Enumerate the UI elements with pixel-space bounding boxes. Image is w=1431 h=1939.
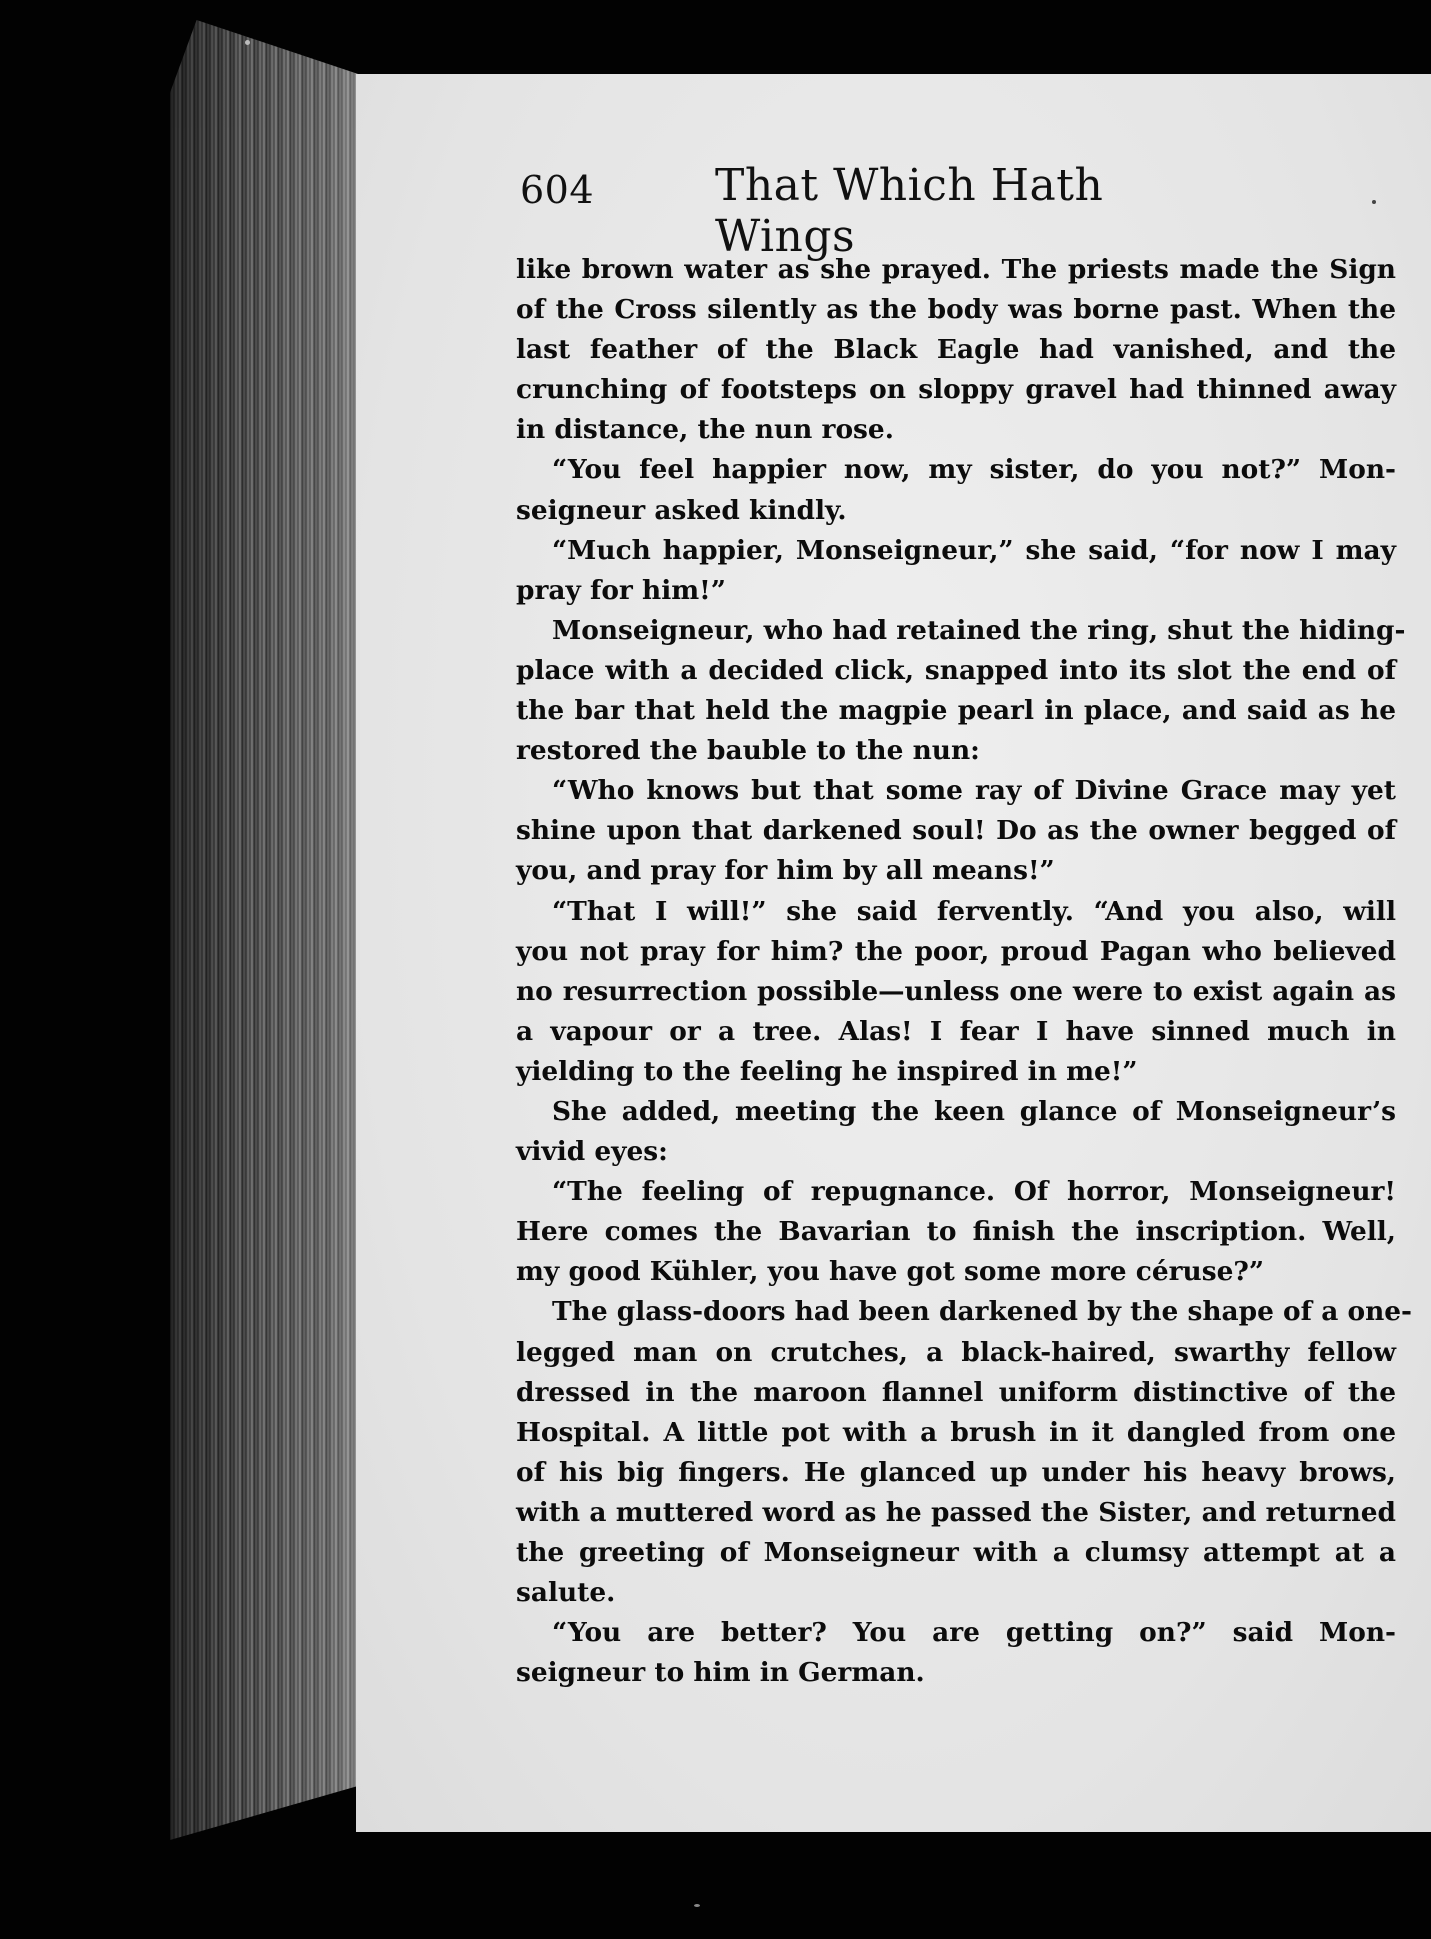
text-line: seigneur to him in German. bbox=[516, 1657, 925, 1689]
text-line: “Who knows but that some ray of Divine Grace may yet bbox=[552, 775, 1396, 807]
text-line: you, and pray for him by all means!” bbox=[516, 855, 1055, 887]
text-line: of his big fingers. He glanced up under his heavy brows, bbox=[516, 1456, 1396, 1488]
text-line: of the Cross silently as the body was borne past. When the bbox=[516, 294, 1396, 326]
text-line: place with a decided click, snapped into its slot the end of bbox=[516, 654, 1396, 686]
text-line: seigneur asked kindly. bbox=[516, 494, 847, 526]
scan-speck bbox=[1372, 200, 1376, 204]
running-head bbox=[520, 160, 1240, 262]
text-line: yielding to the feeling he inspired in me!” bbox=[516, 1055, 1138, 1087]
text-line: no resurrection possible—unless one were to exist again as bbox=[516, 975, 1396, 1007]
text-line: crunching of footsteps on sloppy gravel had thinned away bbox=[516, 374, 1396, 406]
text-line: restored the bauble to the nun: bbox=[516, 735, 980, 767]
text-line: Here comes the Bavarian to finish the inscription. Well, bbox=[516, 1216, 1396, 1248]
body-text bbox=[516, 250, 1413, 1693]
text-line: in distance, the nun rose. bbox=[516, 414, 894, 446]
scan-speck bbox=[245, 40, 250, 45]
text-line: dressed in the maroon flannel uniform distinctive of the bbox=[516, 1376, 1396, 1408]
page-number: 604 bbox=[520, 168, 595, 212]
text-line: the greeting of Monseigneur with a clumsy attempt at a bbox=[516, 1537, 1396, 1568]
text-line: vivid eyes: bbox=[516, 1136, 668, 1168]
text-line: last feather of the Black Eagle had vanished, and the bbox=[516, 334, 1396, 366]
text-line: She added, meeting the keen glance of Monseigneur’s bbox=[552, 1095, 1396, 1127]
text-line: like brown water as she prayed. The priests made the Sign bbox=[516, 254, 1396, 285]
text-line: Monseigneur, who had retained the ring, shut the hiding- bbox=[552, 614, 1406, 646]
text-line: “That I will!” she said fervently. “And you also, will bbox=[552, 895, 1396, 927]
text-line: salute. bbox=[516, 1577, 616, 1609]
running-title: That Which Hath Wings bbox=[715, 160, 1104, 262]
scan-speck bbox=[694, 1904, 700, 1907]
text-line: Hospital. A little pot with a brush in it dangled from one bbox=[516, 1416, 1396, 1448]
text-line: a vapour or a tree. Alas! I fear I have sinned much in bbox=[516, 1015, 1396, 1047]
text-line: “You are better? You are getting on?” said Mon- bbox=[552, 1617, 1396, 1649]
text-line: pray for him!” bbox=[516, 574, 726, 606]
text-line: “You feel happier now, my sister, do you not?” Mon- bbox=[552, 454, 1396, 486]
text-line: with a muttered word as he passed the Sister, and returned bbox=[516, 1496, 1396, 1528]
text-line: “Much happier, Monseigneur,” she said, “for now I may bbox=[552, 534, 1396, 566]
text-line: shine upon that darkened soul! Do as the owner begged of bbox=[516, 815, 1396, 847]
page-edges bbox=[170, 20, 360, 1840]
text-line: The glass-doors had been darkened by the shape of a one- bbox=[552, 1296, 1413, 1328]
text-line: you not pray for him? the poor, proud Pagan who believed bbox=[516, 935, 1396, 967]
text-line: legged man on crutches, a black-haired, swarthy fellow bbox=[516, 1336, 1396, 1368]
text-line: the bar that held the magpie pearl in place, and said as he bbox=[516, 695, 1396, 727]
text-line: “The feeling of repugnance. Of horror, Monseigneur! bbox=[552, 1176, 1396, 1208]
text-line: my good Kühler, you have got some more céruse?” bbox=[516, 1256, 1265, 1288]
